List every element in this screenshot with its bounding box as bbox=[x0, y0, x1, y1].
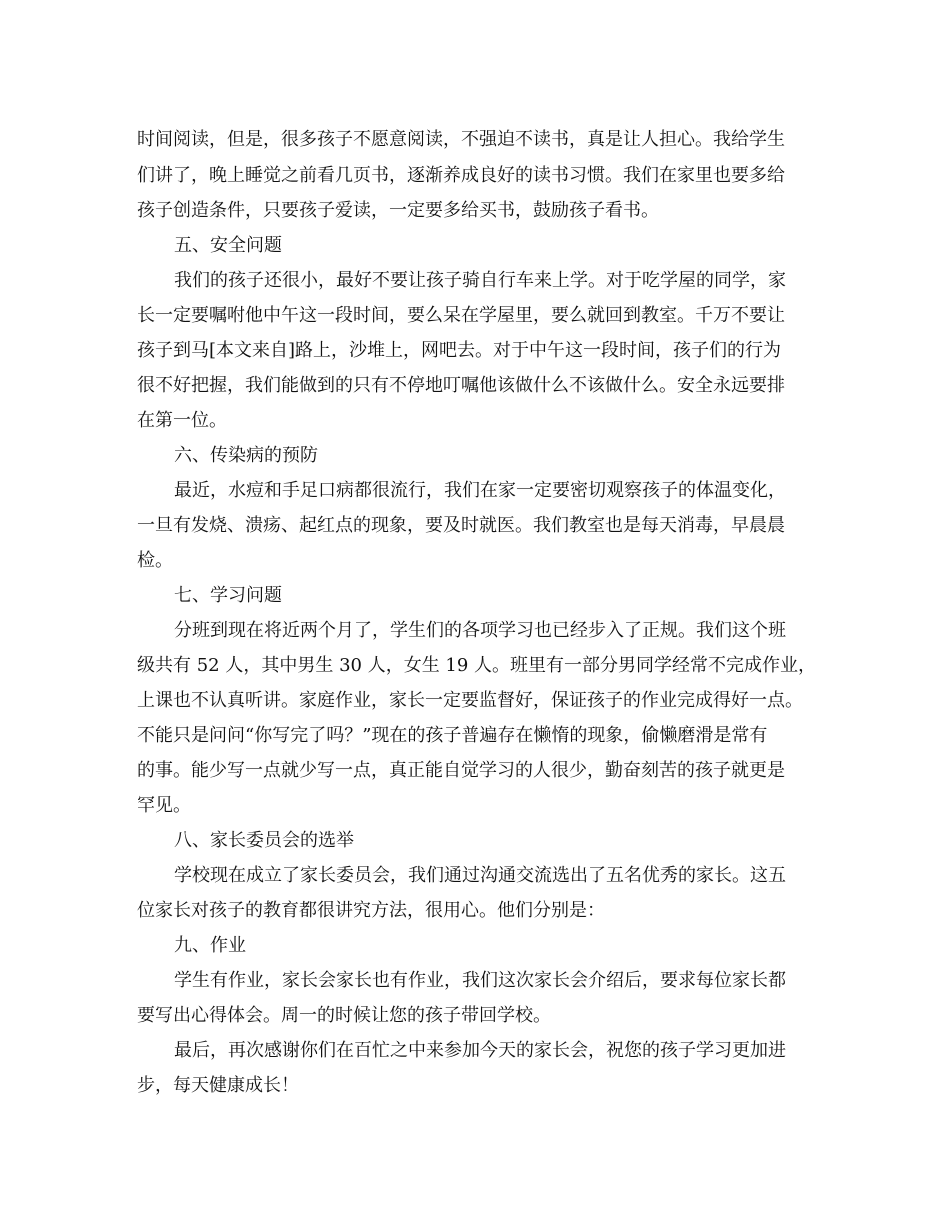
section-heading: 六、传染病的预防 bbox=[174, 445, 318, 466]
text-line: 最近，水痘和手足口病都很流行，我们在家一定要密切观察孩子的体温变化， bbox=[174, 480, 786, 501]
text-line: 检。 bbox=[137, 550, 173, 571]
text-line: 我们的孩子还很小，最好不要让孩子骑自行车来上学。对于吃学屋的同学，家 bbox=[174, 270, 786, 291]
section-heading: 九、作业 bbox=[174, 935, 246, 956]
section-heading: 八、家长委员会的选举 bbox=[174, 830, 354, 851]
text-line: 一旦有发烧、溃疡、起红点的现象，要及时就医。我们教室也是每天消毒，早晨晨 bbox=[137, 515, 785, 536]
section-heading: 七、学习问题 bbox=[174, 585, 282, 606]
text-line: 学校现在成立了家长委员会，我们通过沟通交流选出了五名优秀的家长。这五 bbox=[174, 865, 786, 886]
text-line: 长一定要嘱咐他中午这一段时间，要么呆在学屋里，要么就回到教室。千万不要让 bbox=[137, 305, 785, 326]
text-line: 级共有 52 人，其中男生 30 人，女生 19 人。班里有一部分男同学经常不完成作业， bbox=[137, 655, 817, 676]
text-line: 步，每天健康成长！ bbox=[137, 1075, 299, 1096]
text-line: 位家长对孩子的教育都很讲究方法，很用心。他们分别是： bbox=[137, 900, 605, 921]
text-line: 们讲了，晚上睡觉之前看几页书，逐渐养成良好的读书习惯。我们在家里也要多给 bbox=[137, 165, 785, 186]
text-line: 时间阅读，但是，很多孩子不愿意阅读，不强迫不读书，真是让人担心。我给学生 bbox=[137, 129, 785, 150]
text-line: 很不好把握，我们能做到的只有不停地叮嘱他该做什么不该做什么。安全永远要排 bbox=[137, 375, 785, 396]
text-line: 不能只是问问“你写完了吗？”现在的孩子普遍存在懒惰的现象，偷懒磨滑是常有 bbox=[137, 725, 768, 746]
text-line: 的事。能少写一点就少写一点，真正能自觉学习的人很少，勤奋刻苦的孩子就更是 bbox=[137, 760, 785, 781]
text-line: 在第一位。 bbox=[137, 410, 227, 431]
text-line: 孩子创造条件，只要孩子爱读，一定要多给买书，鼓励孩子看书。 bbox=[137, 200, 659, 221]
text-line: 要写出心得体会。周一的时候让您的孩子带回学校。 bbox=[137, 1005, 551, 1026]
text-line: 罕见。 bbox=[137, 795, 191, 816]
text-line: 分班到现在将近两个月了，学生们的各项学习也已经步入了正规。我们这个班 bbox=[174, 620, 786, 641]
section-heading: 五、安全问题 bbox=[174, 235, 282, 256]
text-line: 孩子到马[本文来自]路上，沙堆上，网吧去。对于中午这一段时间，孩子们的行为 bbox=[137, 340, 782, 361]
text-line: 最后，再次感谢你们在百忙之中来参加今天的家长会，祝您的孩子学习更加进 bbox=[174, 1040, 786, 1061]
text-line: 学生有作业，家长会家长也有作业，我们这次家长会介绍后，要求每位家长都 bbox=[174, 970, 786, 991]
text-line: 上课也不认真听讲。家庭作业，家长一定要监督好，保证孩子的作业完成得好一点。 bbox=[137, 690, 803, 711]
